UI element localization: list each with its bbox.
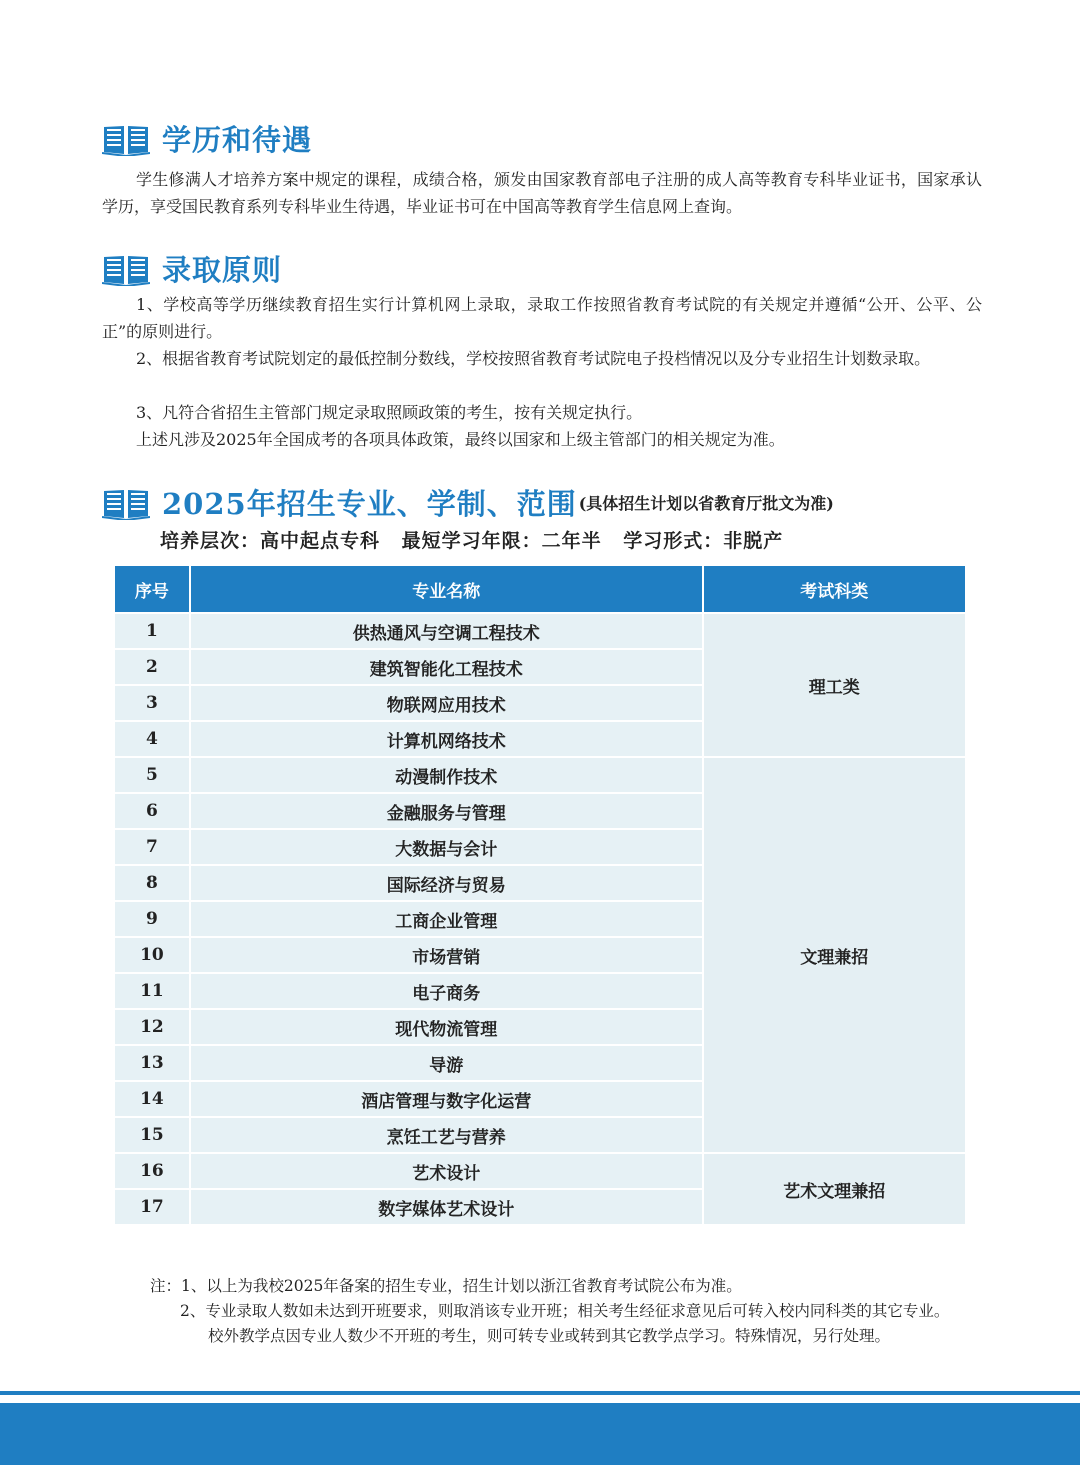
- header-no: 序号: [114, 565, 190, 613]
- row-name: 动漫制作技术: [190, 757, 703, 793]
- section-education-title: 学历和待遇: [162, 123, 313, 157]
- education-paragraph: 学生修满人才培养方案中规定的课程，成绩合格，颁发由国家教育部电子注册的成人高等教育专科毕业证书，国家承认学历，享受国民教育系列专科毕业生待遇，毕业证书可在中国高等教育学生信息网上查询。: [102, 170, 982, 216]
- row-no: 14: [114, 1081, 190, 1117]
- section-majors-header: [102, 482, 834, 523]
- program-mode: 学习形式：非脱产: [623, 530, 784, 552]
- section-education-header: [102, 118, 312, 159]
- row-no: 1: [114, 613, 190, 649]
- section-majors-note: (具体招生计划以省教育厅批文为准): [578, 494, 834, 513]
- section-admission-header: [102, 248, 282, 289]
- footer-band: [0, 1403, 1080, 1465]
- footer-divider: [0, 1391, 1080, 1395]
- row-no: 16: [114, 1153, 190, 1189]
- row-name: 现代物流管理: [190, 1009, 703, 1045]
- row-no: 2: [114, 649, 190, 685]
- row-name: 市场营销: [190, 937, 703, 973]
- open-book-icon: [102, 486, 150, 520]
- row-name: 酒店管理与数字化运营: [190, 1081, 703, 1117]
- row-name: 计算机网络技术: [190, 721, 703, 757]
- program-duration: 最短学习年限：二年半: [401, 530, 602, 552]
- table-row: [114, 613, 966, 649]
- admission-item-2: 2、根据省教育考试院划定的最低控制分数线，学校按照省教育考试院电子投档情况以及分专业招生计划数录取。: [136, 349, 931, 368]
- section-admission-title: 录取原则: [162, 253, 283, 287]
- row-name: 物联网应用技术: [190, 685, 703, 721]
- note-2: 2、专业录取人数如未达到开班要求，则取消该专业开班；相关考生经征求意见后可转入校内同科类的其它专业。校外教学点因专业人数少不开班的考生，则可转专业或转到其它教学点学习。特殊情况，另行处理。: [180, 1302, 950, 1345]
- row-no: 9: [114, 901, 190, 937]
- row-name: 供热通风与空调工程技术: [190, 613, 703, 649]
- row-name: 导游: [190, 1045, 703, 1081]
- row-no: 6: [114, 793, 190, 829]
- row-name: 数字媒体艺术设计: [190, 1189, 703, 1225]
- section-majors-title: 2025年招生专业、学制、范围: [162, 487, 577, 521]
- program-level: 培养层次：高中起点专科: [160, 530, 381, 552]
- row-no: 3: [114, 685, 190, 721]
- row-no: 8: [114, 865, 190, 901]
- admission-item-1: 1、学校高等学历继续教育招生实行计算机网上录取，录取工作按照省教育考试院的有关规定并遵循“公开、公平、公正”的原则进行。: [102, 295, 982, 341]
- row-no: 15: [114, 1117, 190, 1153]
- table-row: [114, 1153, 966, 1189]
- open-book-icon: [102, 252, 150, 286]
- row-name: 工商企业管理: [190, 901, 703, 937]
- category-cell: 艺术文理兼招: [703, 1153, 966, 1225]
- header-category: 考试科类: [703, 565, 966, 613]
- row-no: 11: [114, 973, 190, 1009]
- row-name: 艺术设计: [190, 1153, 703, 1189]
- row-no: 7: [114, 829, 190, 865]
- program-meta: [160, 526, 797, 553]
- row-name: 烹饪工艺与营养: [190, 1117, 703, 1153]
- majors-table: [113, 564, 967, 1226]
- table-header-row: [114, 565, 966, 613]
- row-no: 13: [114, 1045, 190, 1081]
- row-name: 电子商务: [190, 973, 703, 1009]
- row-name: 建筑智能化工程技术: [190, 649, 703, 685]
- admission-item-3: 3、凡符合省招生主管部门规定录取照顾政策的考生，按有关规定执行。: [136, 403, 643, 422]
- table-row: [114, 757, 966, 793]
- header-name: 专业名称: [190, 565, 703, 613]
- category-cell: 文理兼招: [703, 757, 966, 1153]
- row-no: 12: [114, 1009, 190, 1045]
- category-cell: 理工类: [703, 613, 966, 757]
- row-no: 5: [114, 757, 190, 793]
- open-book-icon: [102, 122, 150, 156]
- row-no: 4: [114, 721, 190, 757]
- row-name: 大数据与会计: [190, 829, 703, 865]
- row-no: 10: [114, 937, 190, 973]
- row-name: 国际经济与贸易: [190, 865, 703, 901]
- note-1: 注：1、以上为我校2025年备案的招生专业，招生计划以浙江省教育考试院公布为准。: [150, 1277, 742, 1295]
- admission-item-4: 上述凡涉及2025年全国成考的各项具体政策，最终以国家和上级主管部门的相关规定为准。: [136, 430, 785, 449]
- notes: [150, 1274, 960, 1349]
- row-no: 17: [114, 1189, 190, 1225]
- row-name: 金融服务与管理: [190, 793, 703, 829]
